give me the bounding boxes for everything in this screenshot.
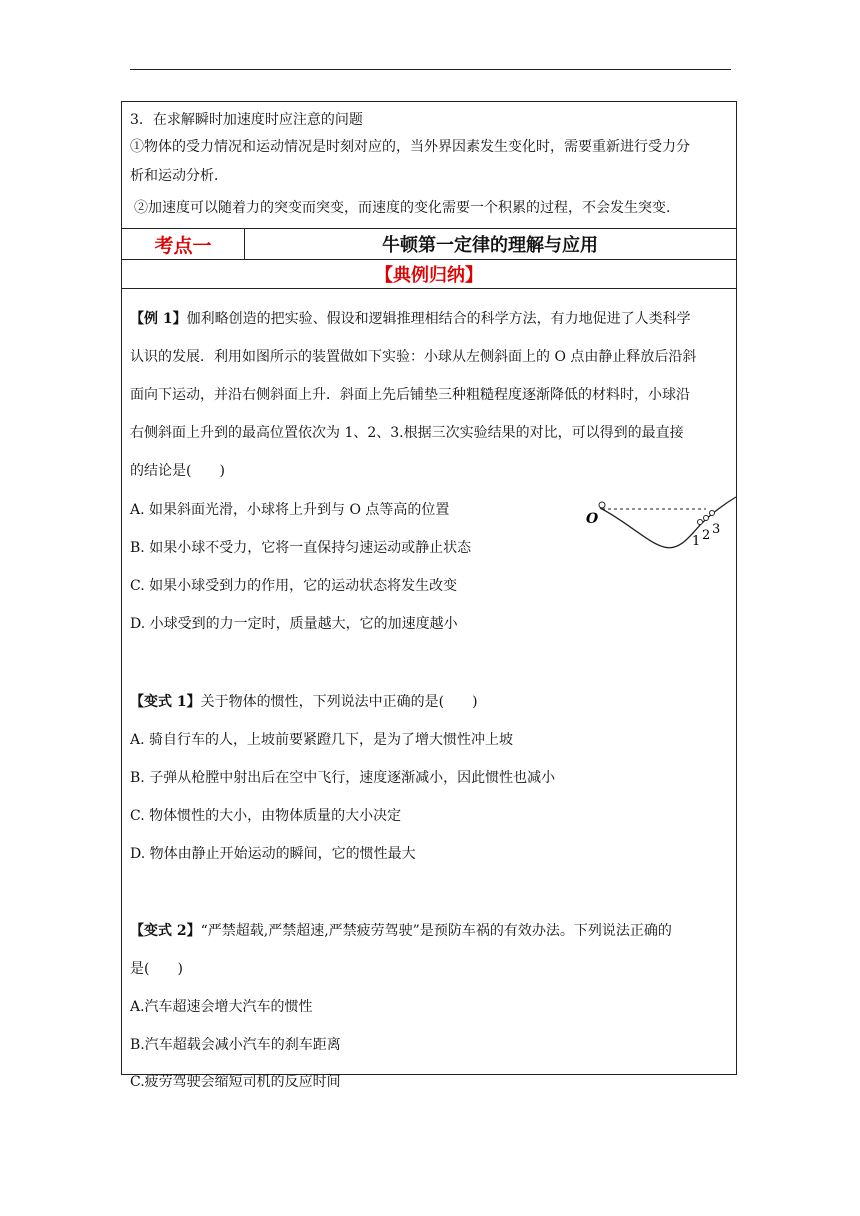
example1-line1-text: 伽利略创造的把实验、假设和逻辑推理相结合的科学方法，有力地促进了人类科学 xyxy=(186,311,691,327)
example1-line4: 右侧斜面上升到的最高位置依次为 1、2、3.根据三次实验结果的对比，可以得到的最直接 xyxy=(130,425,684,441)
variant2-option-c: C.疲劳驾驶会缩短司机的反应时间 xyxy=(130,1074,341,1090)
example1-line1 xyxy=(130,308,691,328)
sub-header-row xyxy=(122,259,736,288)
variant1-tag: 【变式 1】 xyxy=(130,694,201,710)
example1-line5: 的结论是( ) xyxy=(130,463,225,479)
example1-line3: 面向下运动，并沿右侧斜面上升．斜面上先后铺垫三种粗糙程度逐渐降低的材料时，小球沿 xyxy=(130,387,690,403)
header-rule xyxy=(130,69,731,70)
sub-header: 【典例归纳】 xyxy=(375,265,483,286)
variant1-option-d: D. 物体由静止开始运动的瞬间，它的惯性最大 xyxy=(130,846,416,862)
variant2-stem-line1 xyxy=(130,920,672,940)
notes-heading: 3．在求解瞬时加速度时应注意的问题 xyxy=(130,112,363,128)
body-row xyxy=(122,288,736,1090)
variant1-stem xyxy=(130,691,478,711)
example1-line2: 认识的发展．利用如图所示的装置做如下实验：小球从左侧斜面上的 O 点由静止释放后沿斜 xyxy=(130,349,697,365)
example1-option-a: A. 如果斜面光滑，小球将上升到与 O 点等高的位置 xyxy=(130,502,450,518)
incline-figure xyxy=(586,491,738,557)
notes-p2: ②加速度可以随着力的突变而突变，而速度的变化需要一个积累的过程，不会发生突变． xyxy=(134,200,680,216)
variant1-stem-text: 关于物体的惯性，下列说法中正确的是( ) xyxy=(200,694,478,710)
variant2-stem-text: “严禁超载,严禁超速,严禁疲劳驾驶”是预防车祸的有效办法。下列说法正确的 xyxy=(200,923,672,939)
label-3: 3 xyxy=(712,522,721,537)
variant2-option-a: A.汽车超速会增大汽车的惯性 xyxy=(130,999,313,1015)
label-1: 1 xyxy=(692,534,701,549)
section-header-row xyxy=(122,228,736,259)
variant2-stem-line2: 是( ) xyxy=(130,961,183,977)
section-label: 考点一 xyxy=(122,229,245,259)
section-title: 牛顿第一定律的理解与应用 xyxy=(382,235,598,256)
ball-1 xyxy=(698,520,703,525)
example1-tag: 【例 1】 xyxy=(130,311,187,327)
example1-option-d: D. 小球受到的力一定时，质量越大，它的加速度越小 xyxy=(130,616,458,632)
variant1-option-c: C. 物体惯性的大小，由物体质量的大小决定 xyxy=(130,808,402,824)
example1-option-b: B. 如果小球不受力，它将一直保持匀速运动或静止状态 xyxy=(130,540,472,556)
ball-2 xyxy=(704,516,709,521)
variant2-option-b: B.汽车超载会减小汽车的刹车距离 xyxy=(130,1037,341,1053)
notes-p1-line2: 析和运动分析． xyxy=(130,168,228,184)
ball-3 xyxy=(710,511,715,516)
label-o: O xyxy=(586,511,599,527)
variant1-option-a: A. 骑自行车的人，上坡前要紧蹬几下，是为了增大惯性冲上坡 xyxy=(130,732,514,748)
variant1-option-b: B. 子弹从枪膛中射出后在空中飞行，速度逐渐减小，因此惯性也减小 xyxy=(130,770,556,786)
variant2-tag: 【变式 2】 xyxy=(130,923,201,939)
ball-o xyxy=(599,502,605,508)
content-table xyxy=(121,101,737,1090)
label-2: 2 xyxy=(702,528,711,543)
notes-p1-line1: ①物体的受力情况和运动情况是时刻对应的，当外界因素发生变化时，需要重新进行受力分 xyxy=(130,139,690,155)
example1-option-c: C. 如果小球受到力的作用，它的运动状态将发生改变 xyxy=(130,578,458,594)
